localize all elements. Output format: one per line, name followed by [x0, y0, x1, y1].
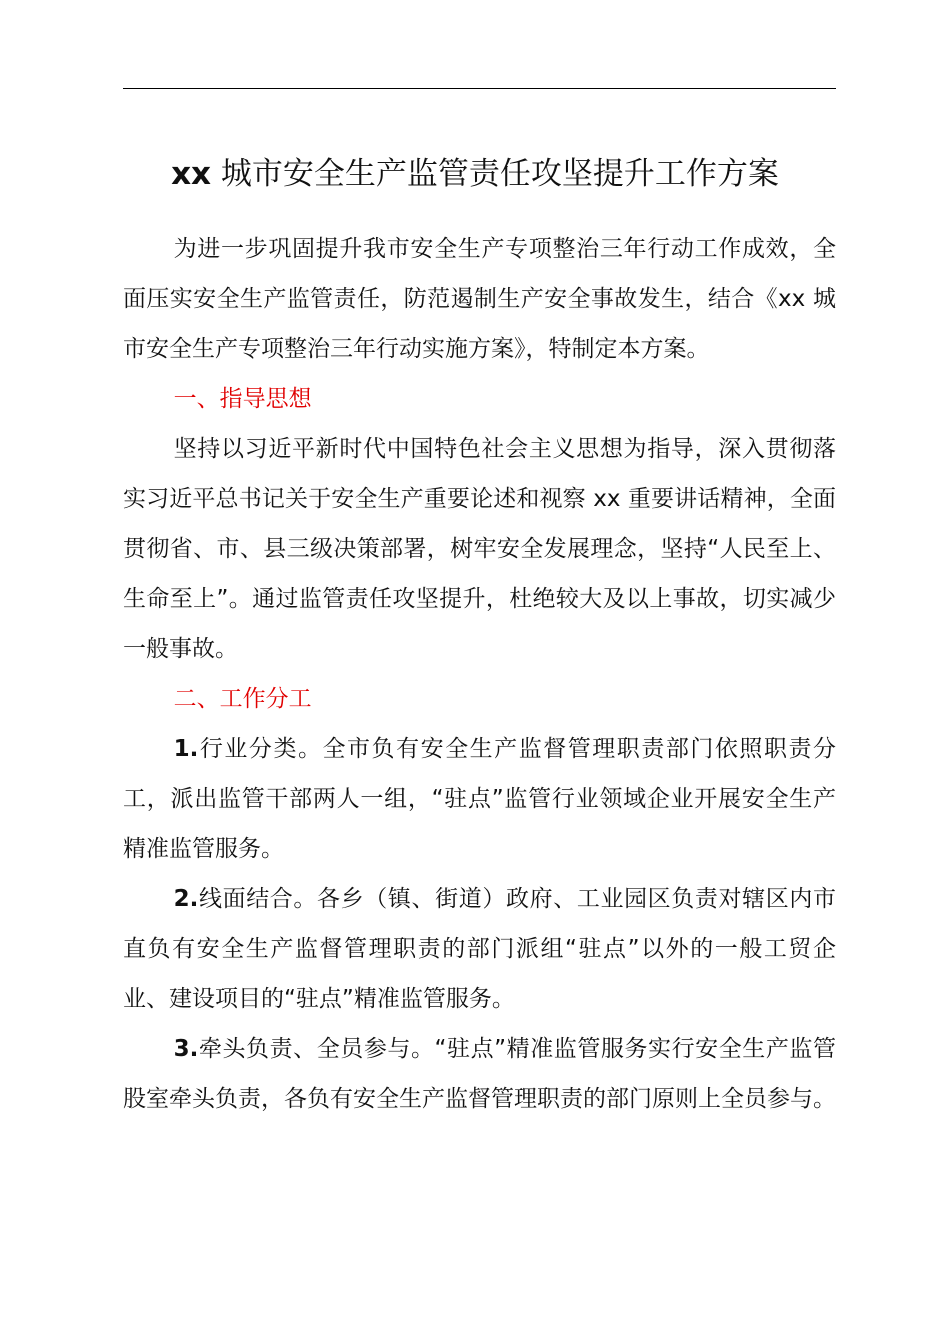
- intro-paragraph: 为进一步巩固提升我市安全生产专项整治三年行动工作成效，全面压实安全生产监管责任，防范遏制生产安全事故发生，结合《xx 城市安全生产专项整治三年行动实施方案》，特制定本方案。: [123, 236, 836, 362]
- work-item-text: 牵头负责、全员参与。“驻点”精准监管服务实行安全生产监管股室牵头负责，各负有安全生产监督管理职责的部门原则上全员参与。: [123, 1036, 836, 1112]
- document-body: [123, 224, 836, 1124]
- guiding-ideology-paragraph: 坚持以习近平新时代中国特色社会主义思想为指导，深入贯彻落实习近平总书记关于安全生产重要论述和视察 xx 重要讲话精神，全面贯彻省、市、县三级决策部署，树牢安全发展理念，坚持“人民至上、生命至上”。通过监管责任攻坚提升，杜绝较大及以上事故，切实减少一般事故。: [123, 436, 836, 662]
- header-rule: [123, 88, 836, 89]
- work-item-3: [123, 1024, 836, 1124]
- work-item-text: 行业分类。全市负有安全生产监督管理职责部门依照职责分工，派出监管干部两人一组，“驻点”监管行业领域企业开展安全生产精准监管服务。: [123, 736, 836, 862]
- work-item-number: 1.: [173, 736, 199, 762]
- section-heading-division-of-work: 二、工作分工: [173, 686, 312, 712]
- work-item-1: [123, 724, 836, 874]
- work-item-number: 2.: [173, 886, 199, 912]
- section-heading-guiding-ideology: 一、指导思想: [173, 386, 312, 412]
- work-item-number: 3.: [173, 1036, 199, 1062]
- work-item-text: 线面结合。各乡（镇、街道）政府、工业园区负责对辖区内市直负有安全生产监督管理职责的部门派组“驻点”以外的一般工贸企业、建设项目的“驻点”精准监管服务。: [123, 886, 836, 1012]
- work-item-2: [123, 874, 836, 1024]
- document-title: [0, 152, 950, 196]
- title-prefix: xx: [171, 156, 212, 192]
- title-main: 城市安全生产监管责任攻坚提升工作方案: [211, 156, 779, 192]
